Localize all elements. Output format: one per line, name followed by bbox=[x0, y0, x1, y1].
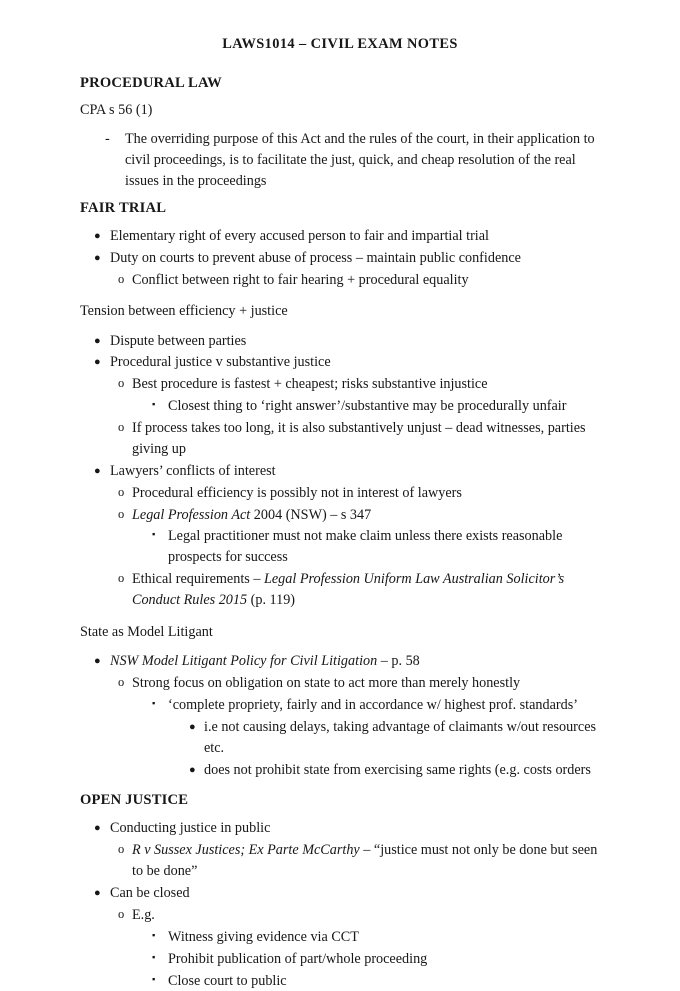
circle-bullet-icon: o bbox=[118, 484, 125, 499]
list-model-litigant bbox=[80, 651, 602, 780]
list-item-text: Prohibit publication of part/whole proceeding bbox=[168, 950, 428, 967]
square-bullet-icon: ▪ bbox=[152, 952, 156, 963]
document-body bbox=[0, 75, 680, 991]
circle-bullet-icon: o bbox=[118, 376, 125, 391]
heading-model-litigant: State as Model Litigant bbox=[80, 623, 213, 640]
list-item-text: Elementary right of every accused person to fair and impartial trial bbox=[110, 227, 489, 244]
disc-bullet-icon: ● bbox=[94, 334, 101, 347]
list-item bbox=[80, 927, 602, 948]
list-item-text: Procedural efficiency is possibly not in interest of lawyers bbox=[132, 484, 462, 501]
list-item bbox=[80, 760, 602, 781]
list-item bbox=[80, 505, 602, 526]
citation-italic: Legal Profession Act bbox=[132, 506, 251, 523]
list-item bbox=[80, 418, 602, 460]
circle-bullet-icon: o bbox=[118, 675, 125, 690]
square-bullet-icon: ▪ bbox=[152, 698, 156, 709]
case-citation-rest: – “justice must not only be done but seen to be done” bbox=[132, 842, 598, 880]
list-item bbox=[80, 949, 602, 970]
list-item-text bbox=[132, 840, 602, 882]
list-item bbox=[80, 226, 602, 247]
list-item bbox=[80, 717, 602, 759]
disc-bullet-icon: ● bbox=[94, 464, 101, 477]
list-item-text: does not prohibit state from exercising same rights (e.g. costs orders bbox=[204, 761, 591, 778]
disc-bullet-icon: ● bbox=[94, 251, 101, 264]
list-item-text: Procedural justice v substantive justice bbox=[110, 354, 331, 371]
list-procedural-law bbox=[80, 129, 602, 192]
list-item bbox=[80, 270, 602, 291]
list-item-text: Can be closed bbox=[110, 885, 190, 902]
citation-lead: Ethical requirements – bbox=[132, 571, 264, 588]
list-item-text: Closest thing to ‘right answer’/substantive may be procedurally unfair bbox=[168, 398, 567, 415]
list-item-text: Close court to public bbox=[168, 972, 287, 989]
list-item bbox=[80, 352, 602, 373]
list-item-text: Dispute between parties bbox=[110, 332, 247, 349]
disc-bullet-icon: ● bbox=[94, 356, 101, 369]
circle-bullet-icon: o bbox=[118, 571, 125, 586]
citation-rest: – p. 58 bbox=[377, 653, 420, 670]
disc-bullet-icon: ● bbox=[94, 655, 101, 668]
square-bullet-icon: ▪ bbox=[152, 530, 156, 541]
list-item bbox=[80, 971, 602, 991]
list-item bbox=[80, 526, 602, 568]
list-open-justice bbox=[80, 818, 602, 991]
citation-italic: NSW Model Litigant Policy for Civil Litigation bbox=[110, 653, 378, 670]
heading-procedural-law: PROCEDURAL LAW bbox=[80, 75, 222, 91]
list-item bbox=[80, 331, 602, 352]
list-item bbox=[80, 818, 602, 839]
dash-bullet-icon: - bbox=[105, 131, 110, 148]
citation-rest: 2004 (NSW) – s 347 bbox=[250, 506, 372, 523]
list-item-text: If process takes too long, it is also substantively unjust – dead witnesses, parties giving up bbox=[132, 420, 586, 457]
list-item-text: Legal practitioner must not make claim unless there exists reasonable prospects for success bbox=[168, 528, 563, 566]
list-item bbox=[80, 483, 602, 504]
list-item bbox=[80, 396, 602, 417]
list-item bbox=[80, 883, 602, 904]
list-item-text: Lawyers’ conflicts of interest bbox=[110, 462, 276, 479]
list-item-text bbox=[132, 569, 602, 611]
heading-fair-trial: FAIR TRIAL bbox=[80, 199, 167, 216]
disc-bullet-icon: ● bbox=[94, 822, 101, 835]
heading-open-justice: OPEN JUSTICE bbox=[80, 792, 189, 809]
case-citation-italic: R v Sussex Justices; Ex Parte McCarthy bbox=[132, 842, 360, 859]
list-item-text: Best procedure is fastest + cheapest; risks substantive injustice bbox=[132, 376, 488, 393]
list-item-text: The overriding purpose of this Act and the rules of the court, in their application to civil proceedings, is to facilitate the just, quick, and cheap resolution of the real issues in the proceedings bbox=[125, 131, 595, 189]
list-item bbox=[80, 905, 602, 926]
square-bullet-icon: ▪ bbox=[152, 930, 156, 941]
disc-bullet-icon: ● bbox=[94, 229, 101, 242]
circle-bullet-icon: o bbox=[118, 842, 125, 857]
list-item-text: Strong focus on obligation on state to act more than merely honestly bbox=[132, 675, 521, 692]
disc-bullet-icon: ● bbox=[94, 887, 101, 900]
list-fair-trial-a bbox=[80, 226, 602, 291]
list-item-text: Duty on courts to prevent abuse of process – maintain public confidence bbox=[110, 249, 521, 266]
list-item-text: i.e not causing delays, taking advantage of claimants w/out resources etc. bbox=[204, 718, 597, 756]
disc-bullet-icon: ● bbox=[189, 720, 196, 733]
list-item bbox=[80, 695, 602, 716]
list-fair-trial-b bbox=[80, 331, 602, 611]
list-item bbox=[80, 248, 602, 269]
list-item bbox=[80, 651, 602, 672]
list-item bbox=[80, 673, 602, 694]
paragraph-tension: Tension between efficiency + justice bbox=[80, 303, 288, 320]
list-item-text bbox=[110, 651, 602, 672]
circle-bullet-icon: o bbox=[118, 506, 125, 521]
disc-bullet-icon: ● bbox=[189, 763, 196, 776]
document-title: LAWS1014 – CIVIL EXAM NOTES bbox=[222, 36, 458, 52]
list-item-text: Conducting justice in public bbox=[110, 820, 271, 837]
citation-rest: (p. 119) bbox=[247, 592, 296, 609]
subheading-cpa-s56: CPA s 56 (1) bbox=[80, 102, 153, 118]
circle-bullet-icon: o bbox=[118, 420, 125, 435]
circle-bullet-icon: o bbox=[118, 906, 125, 921]
square-bullet-icon: ▪ bbox=[152, 974, 156, 985]
list-item bbox=[80, 129, 602, 192]
citation-italic: Legal Profession Uniform Law Australian Solicitor’s Conduct Rules 2015 bbox=[132, 571, 565, 609]
list-item bbox=[80, 840, 602, 882]
list-item-text: ‘complete propriety, fairly and in accordance w/ highest prof. standards’ bbox=[168, 696, 578, 713]
list-item bbox=[80, 461, 602, 482]
list-item bbox=[80, 569, 602, 611]
list-item-text bbox=[132, 505, 602, 526]
list-item-text: Witness giving evidence via CCT bbox=[168, 928, 359, 945]
list-item-text: Conflict between right to fair hearing + procedural equality bbox=[132, 271, 469, 288]
square-bullet-icon: ▪ bbox=[152, 400, 156, 411]
list-item bbox=[80, 374, 602, 395]
circle-bullet-icon: o bbox=[118, 271, 125, 286]
list-item-text: E.g. bbox=[132, 906, 155, 923]
